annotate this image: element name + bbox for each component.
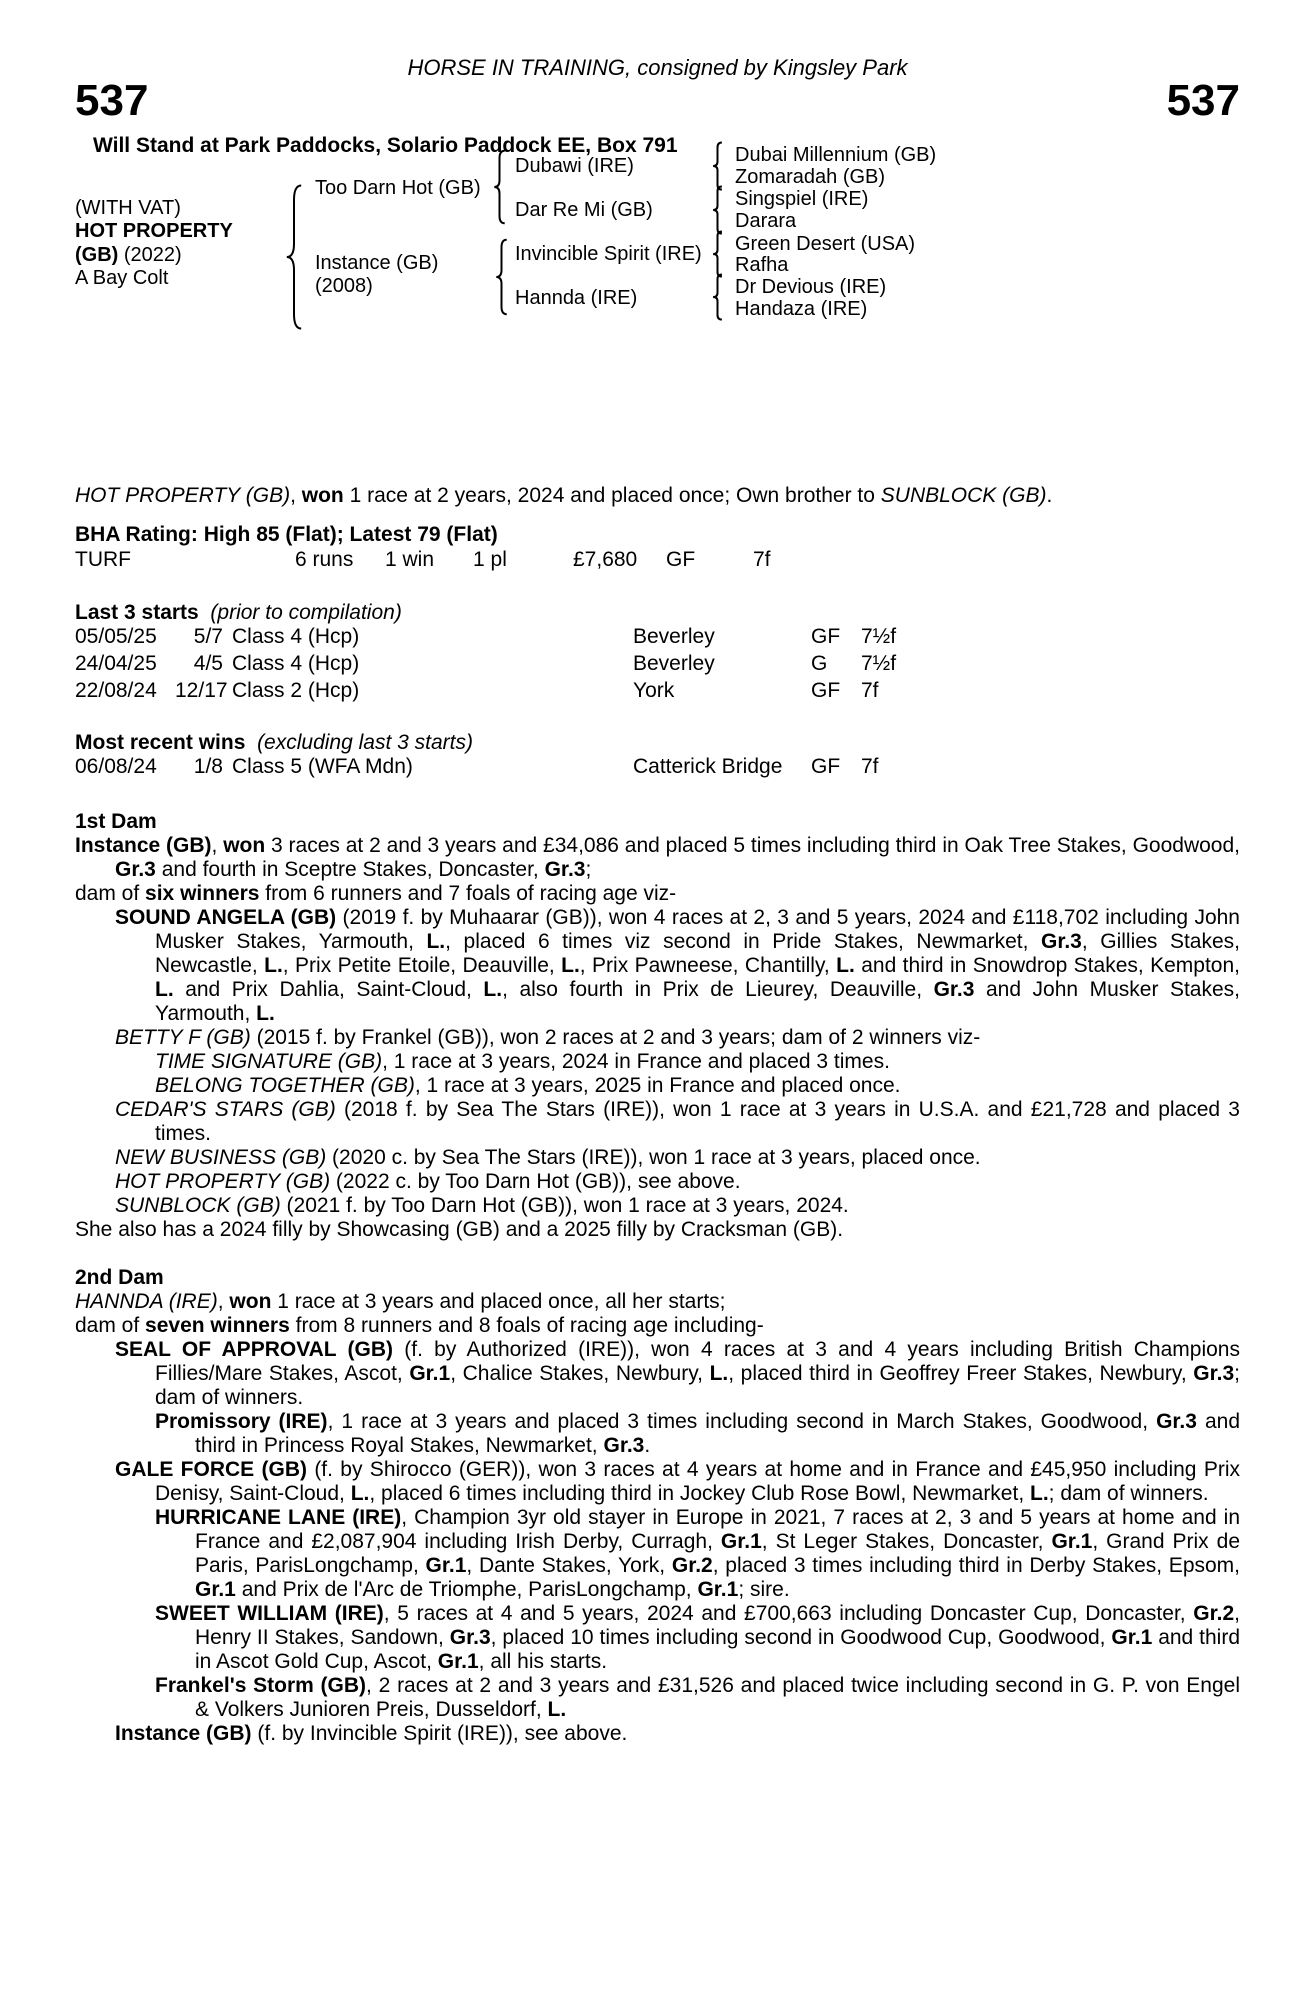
offspring-entry: SOUND ANGELA (GB) (2019 f. by Muhaarar (GB)), won 4 races at 2, 3 and 5 years, 2024 and £118,702 including John Musker Stakes, Yarmouth, L., placed 6 times viz second in Pride Stakes, Newmarket, Gr.3, Gillies Stakes, Newcastle, L., Prix Petite Etoile, Deauville, L., Prix Pawneese, Chantilly, L. and third in Snowdrop Stakes, Kempton, L. and Prix Dahlia, Saint-Cloud, L., also fourth in Prix de Lieurey, Deauville, Gr.3 and John Musker Stakes, Yarmouth, L. [115,906,1240,1025]
race-class: Class 4 (Hcp) [232,652,360,675]
pedigree-main-brace-icon [285,184,303,330]
offspring-entry: SWEET WILLIAM (IRE), 5 races at 4 and 5 years, 2024 and £700,663 including Doncaster Cup, Doncaster, Gr.2, Henry II Stakes, Sandown, Gr.3, placed 10 times including second in Goodwood Cup, Goodwood, Gr.1 and third in Ascot Gold Cup, Ascot, Gr.1, all his starts. [155,1602,1241,1673]
bha-rating: BHA Rating: High 85 (Flat); Latest 79 (Flat) [75,523,498,546]
offspring-entry: GALE FORCE (GB) (f. by Shirocco (GER)), won 3 races at 4 years at home and in France and £45,950 including Prix Denisy, Saint-Cloud, L., placed 6 times including third in Jockey Club Rose Bowl, Newmarket, L.; dam of winners. [115,1458,1240,1505]
dam-produce-note: dam of seven winners from 8 runners and 8 foals of racing age including- [75,1314,764,1337]
offspring-entry: SUNBLOCK (GB) (2021 f. by Too Darn Hot (GB)), won 1 race at 3 years, 2024. [115,1194,849,1217]
runs-count: 6 runs [295,548,354,571]
ggparent-brace-1-icon [712,142,723,190]
last3-row-2 [75,652,1240,679]
sire-brace-icon [493,150,506,224]
turf-record-row [75,548,1240,576]
offspring-entry: Frankel's Storm (GB), 2 races at 2 and 3 years and £31,526 and placed twice including second in G. P. von Engel & Volkers Junioren Preis, Dusseldorf, L. [155,1674,1240,1721]
second-dam-heading: 2nd Dam [75,1266,164,1289]
pedigree-chart [75,144,1240,324]
race-date: 06/08/24 [75,755,157,778]
dam-foals-note: She also has a 2024 filly by Showcasing (GB) and a 2025 filly by Cracksman (GB). [75,1218,844,1241]
race-position: 12/17 [175,679,228,702]
race-going: GF [811,625,841,648]
horse-name: HOT PROPERTY [75,220,233,242]
offspring-entry: TIME SIGNATURE (GB), 1 race at 3 years, 2024 in France and placed 3 times. [155,1050,890,1073]
last3-heading: Last 3 starts (prior to compilation) [75,601,402,624]
ggparent-5: Green Desert (USA) [735,233,916,255]
recent-win-row-1 [75,755,1240,782]
grandsire-2: Invincible Spirit (IRE) [515,243,702,265]
distance: 7f [753,548,771,571]
page-title: HORSE IN TRAINING, consigned by Kingsley Park [407,55,908,80]
vat-note: (WITH VAT) [75,197,181,219]
first-dam-heading: 1st Dam [75,810,157,833]
ggparent-3: Singspiel (IRE) [735,188,869,210]
race-distance: 7f [861,755,879,778]
offspring-entry: HURRICANE LANE (IRE), Champion 3yr old stayer in Europe in 2021, 7 races at 2, 3 and 5 years at home and in France and £2,087,904 including Irish Derby, Curragh, Gr.1, St Leger Stakes, Doncaster, Gr.1, Grand Prix de Paris, ParisLongchamp, Gr.1, Dante Stakes, York, Gr.2, placed 3 times including third in Derby Stakes, Epsom, Gr.1 and Prix de l'Arc de Triomphe, ParisLongchamp, Gr.1; sire. [155,1506,1241,1601]
ggparent-2: Zomaradah (GB) [735,166,886,188]
surface-label: TURF [75,548,131,571]
offspring-entry: HOT PROPERTY (GB) (2022 c. by Too Darn Hot (GB)), see above. [115,1170,741,1193]
ggparent-7: Dr Devious (IRE) [735,276,887,298]
dam-record: Instance (GB), won 3 races at 2 and 3 years and £34,086 and placed 5 times including third in Oak Tree Stakes, Goodwood, Gr.3 and fourth in Sceptre Stakes, Doncaster, Gr.3; [75,834,1240,881]
race-date: 22/08/24 [75,679,157,702]
dam-year: (2008) [315,275,373,297]
race-class: Class 2 (Hcp) [232,679,360,702]
race-venue: Beverley [633,652,715,675]
stand-location: Will Stand at Park Paddocks, Solario Paddock EE, Box 791 [93,134,678,157]
race-date: 05/05/25 [75,625,157,648]
last3-row-3 [75,679,1240,706]
race-class: Class 4 (Hcp) [232,625,360,648]
wins-count: 1 win [385,548,435,571]
granddam-1: Dar Re Mi (GB) [515,199,653,221]
race-venue: York [633,679,675,702]
race-position: 5/7 [193,625,223,648]
sire-name: Too Darn Hot (GB) [315,177,481,199]
horse-country-year: (GB) (2022) [75,244,182,266]
race-going: GF [811,679,841,702]
race-position: 4/5 [193,652,223,675]
race-venue: Beverley [633,625,715,648]
offspring-entry: Instance (GB) (f. by Invincible Spirit (IRE)), see above. [115,1722,628,1745]
ggparent-8: Handaza (IRE) [735,298,868,320]
race-distance: 7½f [861,625,897,648]
earnings: £7,680 [573,548,638,571]
dam-name: Instance (GB) [315,252,439,274]
places-count: 1 pl [473,548,507,571]
last3-row-1 [75,625,1240,652]
recent-wins-heading: Most recent wins (excluding last 3 starts) [75,731,473,754]
dam-produce-note: dam of six winners from 6 runners and 7 foals of racing age viz- [75,882,677,905]
lot-number-left: 537 [75,76,149,125]
lot-number-row [75,76,1240,125]
granddam-2: Hannda (IRE) [515,287,638,309]
dam-record: HANNDA (IRE), won 1 race at 3 years and placed once, all her starts; [75,1290,726,1313]
horse-description: A Bay Colt [75,267,169,289]
race-going: G [811,652,828,675]
race-going: GF [811,755,841,778]
offspring-entry: SEAL OF APPROVAL (GB) (f. by Authorized (IRE)), won 4 races at 3 and 4 years including British Champions Fillies/Mare Stakes, Ascot, Gr.1, Chalice Stakes, Newbury, L., placed third in Geoffrey Freer Stakes, Newbury, Gr.3; dam of winners. [115,1338,1240,1409]
ggparent-brace-4-icon [712,274,723,320]
offspring-entry: CEDAR'S STARS (GB) (2018 f. by Sea The Stars (IRE)), won 1 race at 3 years in U.S.A. and £21,728 and placed 3 times. [115,1098,1240,1145]
ggparent-1: Dubai Millennium (GB) [735,144,937,166]
race-venue: Catterick Bridge [633,755,783,778]
offspring-entry: Promissory (IRE), 1 race at 3 years and placed 3 times including second in March Stakes, Goodwood, Gr.3 and third in Princess Royal Stakes, Newmarket, Gr.3. [155,1410,1240,1457]
race-class: Class 5 (WFA Mdn) [232,755,413,778]
race-distance: 7½f [861,652,897,675]
offspring-entry: NEW BUSINESS (GB) (2020 c. by Sea The Stars (IRE)), won 1 race at 3 years, placed once. [115,1146,981,1169]
going: GF [666,548,696,571]
lot-number-right: 537 [1166,76,1240,125]
race-date: 24/04/25 [75,652,157,675]
grandsire-1: Dubawi (IRE) [515,155,634,177]
dam-brace-icon [495,239,508,315]
ggparent-6: Rafha [735,254,789,276]
race-distance: 7f [861,679,879,702]
offspring-entry: BETTY F (GB) (2015 f. by Frankel (GB)), won 2 races at 2 and 3 years; dam of 2 winners viz- [115,1026,981,1049]
race-summary: HOT PROPERTY (GB), won 1 race at 2 years, 2024 and placed once; Own brother to SUNBLOCK (GB). [75,484,1053,507]
ggparent-4: Darara [735,210,797,232]
ggparent-brace-3-icon [712,231,723,277]
offspring-entry: BELONG TOGETHER (GB), 1 race at 3 years, 2025 in France and placed once. [155,1074,901,1097]
race-position: 1/8 [193,755,223,778]
ggparent-brace-2-icon [712,186,723,234]
